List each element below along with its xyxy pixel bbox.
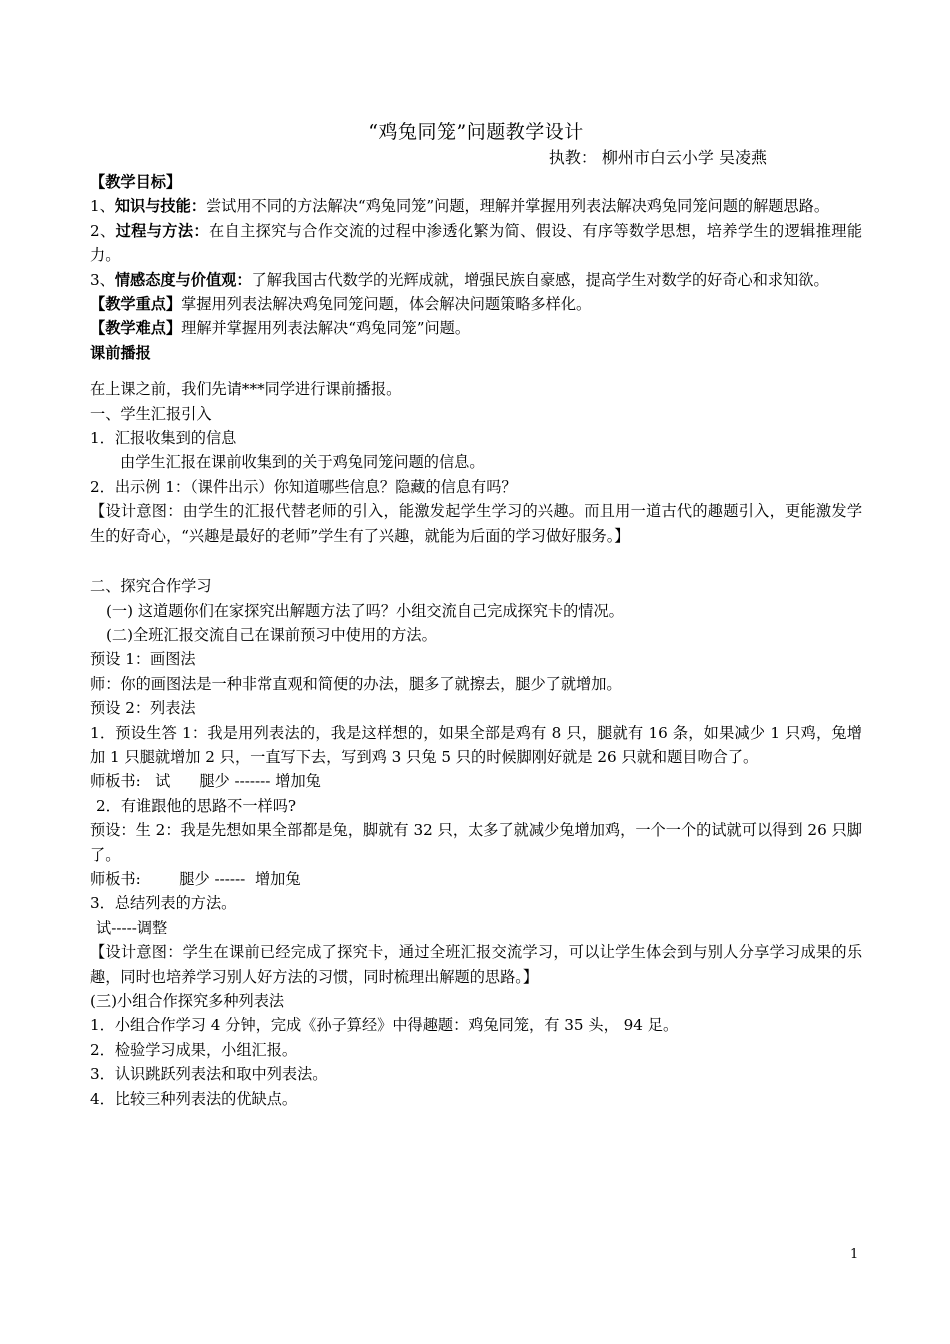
adjust-note: 试-----调整 bbox=[96, 918, 168, 937]
key-point-text: 掌握用列表法解决鸡兔同笼问题，体会解决问题策略多样化。 bbox=[181, 295, 592, 314]
section-2-heading: 二、探究合作学习 bbox=[90, 577, 212, 596]
goal-1-text: 尝试用不同的方法解决“鸡兔同笼”问题，理解并掌握用列表法解决鸡兔同笼问题的解题思路。 bbox=[205, 197, 830, 216]
goal-1-num: 1、 bbox=[90, 197, 115, 216]
goal-2-label: 过程与方法： bbox=[115, 221, 209, 240]
difficulty bbox=[90, 316, 862, 340]
spacer bbox=[90, 365, 862, 377]
preclass-heading: 课前播报 bbox=[90, 343, 151, 362]
section-1-item-1: 1．汇报收集到的信息 bbox=[90, 429, 237, 448]
preclass-text: 在上课之前，我们先请***同学进行课前播报。 bbox=[90, 380, 402, 399]
student-answer-2: 预设：生 2：我是先想如果全部都是兔，脚就有 32 只，太多了就减少兔增加鸡，一个一个的试就可以得到 26 只脚了。 bbox=[90, 821, 862, 864]
board-note-2: 师板书: 腿少 ------ 增加兔 bbox=[90, 869, 301, 888]
section-2-sub-2: (二)全班汇报交流自己在课前预习中使用的方法。 bbox=[106, 625, 437, 644]
goals-heading: 【教学目标】 bbox=[90, 173, 182, 191]
page-number: 1 bbox=[850, 1247, 859, 1262]
key-point bbox=[90, 292, 862, 316]
goal-3-label: 情感态度与价值观： bbox=[114, 270, 252, 289]
goal-2-text: 在自主探究与合作交流的过程中渗透化繁为简、假设、有序等数学思想，培养学生的逻辑推理能力。 bbox=[90, 221, 863, 265]
goal-3-text: 了解我国古代数学的光辉成就，增强民族自豪感，提高学生对数学的好奇心和求知欲。 bbox=[251, 270, 829, 289]
difficulty-label: 【教学难点】 bbox=[90, 319, 182, 338]
goal-1-label: 知识与技能： bbox=[114, 197, 206, 216]
author-line: 执教： 柳州市白云小学 吴凌燕 bbox=[548, 148, 767, 167]
goal-3 bbox=[90, 268, 862, 292]
goal-2-num: 2、 bbox=[90, 221, 116, 240]
teacher-remark-1: 师：你的画图法是一种非常直观和简便的办法，腿多了就擦去，腿少了就增加。 bbox=[90, 674, 622, 693]
spacer bbox=[90, 548, 862, 574]
section-1-item-2: 2．出示例 1：（课件出示）你知道哪些信息？隐藏的信息有吗？ bbox=[90, 477, 517, 496]
section-1-heading: 一、学生汇报引入 bbox=[90, 404, 212, 423]
preset-1: 预设 1：画图法 bbox=[90, 650, 196, 669]
section-2-intent: 【设计意图：学生在课前已经完成了探究卡，通过全班汇报交流学习，可以让学生体会到与别人分享学习成果的乐趣，同时也培养学习别人好方法的习惯，同时梳理出解题的思路。】 bbox=[90, 943, 862, 986]
document-title: “鸡兔同笼”问题教学设计 bbox=[368, 121, 584, 143]
key-point-label: 【教学重点】 bbox=[90, 295, 182, 314]
section-2-sub-3: (三)小组合作探究多种列表法 bbox=[90, 992, 285, 1010]
difficulty-text: 理解并掌握用列表法解决“鸡兔同笼”问题。 bbox=[181, 319, 471, 338]
preset-2: 预设 2：列表法 bbox=[90, 699, 196, 718]
goal-1 bbox=[90, 194, 862, 218]
goal-2 bbox=[90, 219, 862, 268]
board-note-1: 师板书: 试 腿少 ------- 增加兔 bbox=[90, 772, 321, 791]
goal-3-num: 3、 bbox=[90, 270, 115, 289]
group-step-4: 4．比较三种列表法的优缺点。 bbox=[90, 1089, 298, 1108]
summary-step: 3．总结列表的方法。 bbox=[90, 894, 237, 913]
document-page bbox=[90, 118, 862, 1111]
group-step-1: 1．小组合作学习 4 分钟，完成《孙子算经》中得趣题：鸡兔同笼，有 35 头， 94 足。 bbox=[90, 1016, 679, 1035]
section-1-item-1-detail: 由学生汇报在课前收集到的关于鸡兔同笼问题的信息。 bbox=[120, 453, 485, 472]
group-step-2: 2．检验学习成果，小组汇报。 bbox=[90, 1040, 298, 1059]
group-step-3: 3．认识跳跃列表法和取中列表法。 bbox=[90, 1065, 328, 1084]
student-answer-1: 1．预设生答 1：我是用列表法的，我是这样想的，如果全部是鸡有 8 只，腿就有 16 条，如果减少 1 只鸡，兔增加 1 只腿就增加 2 只，一直写下去，写到鸡 3 只兔 5 只的时候脚刚好就是 26 只就和题目吻合了。 bbox=[90, 723, 862, 766]
section-2-sub-1: (一) 这道题你们在家探究出解题方法了吗？小组交流自己完成探究卡的情况。 bbox=[106, 601, 624, 620]
section-1-intent: 【设计意图：由学生的汇报代替老师的引入，能激发起学生学习的兴趣。而且用一道古代的趣题引入，更能激发学生的好奇心，“兴趣是最好的老师”学生有了兴趣，就能为后面的学习做好服务。】 bbox=[90, 502, 862, 545]
question-2: 2．有谁跟他的思路不一样吗? bbox=[96, 796, 297, 815]
